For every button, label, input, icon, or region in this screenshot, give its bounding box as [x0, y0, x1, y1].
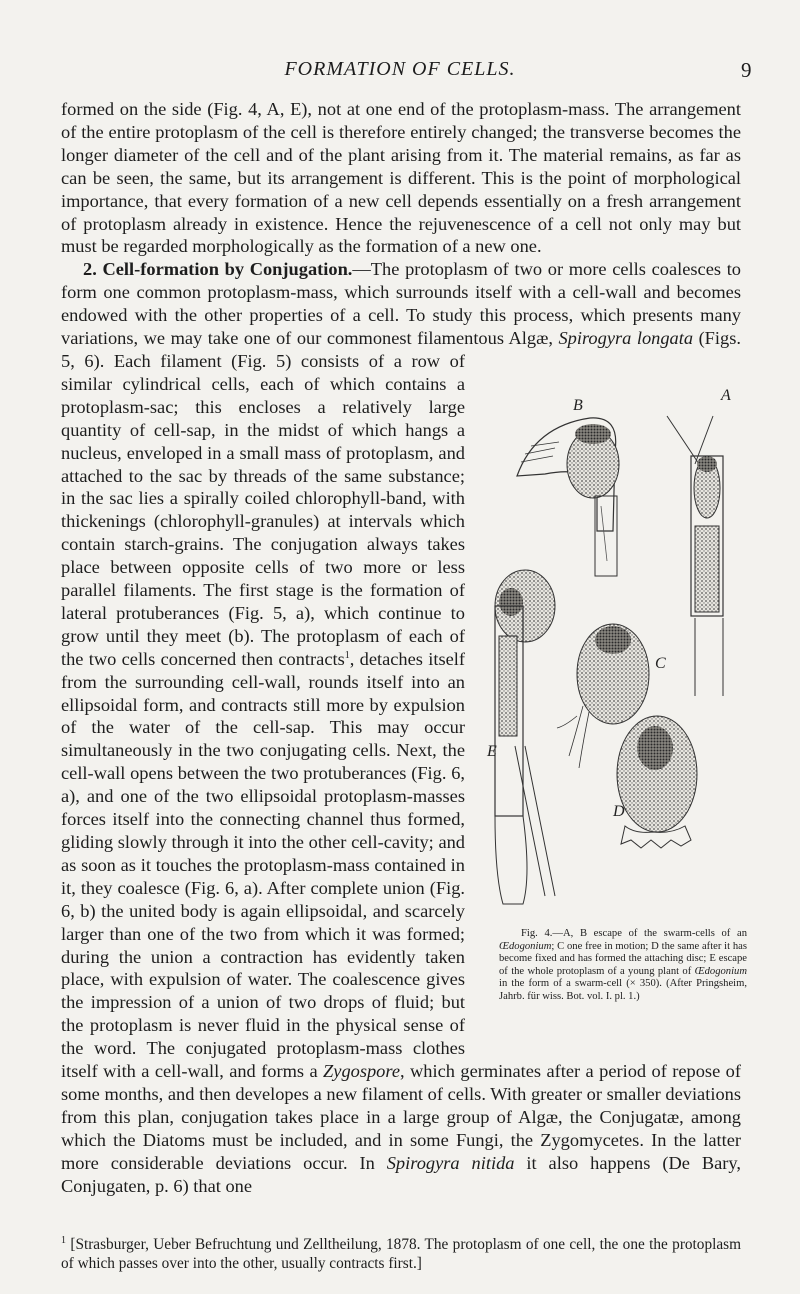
intro-paragraph: formed on the side (Fig. 4, A, E), not at one end of the protoplasm-mass. The arrangement of the entire protoplasm of the cell is therefore entirely changed; the transverse becomes the longer diameter of the cell and of the plant arising from it. The material remains, as far as can be seen, the same, but its arrangement is different. This is the point of morphological importance, that every formation of a new cell depends essentially on a fresh arrangement of protoplasm already in existence. Hence the rejuvenescence of a cell not only may but must be regarded morphologically as the formation of a new one.	[61, 99, 741, 257]
footnote	[61, 1235, 741, 1273]
running-title: FORMATION OF CELLS.	[284, 58, 516, 80]
section-text-3: , detaches itself from the surrounding cell-wall, rounds itself into an ellipsoidal form, and contracts still more by expulsion of the water of the cell-sap. This may occur simultaneously in the two conjugating cells. Next, the cell-wall opens between the two protuberances (Fig. 6, a), and one of the two ellipsoidal protoplasm-masses forces itself into the connecting channel thus formed, gliding slowly through it into the other cell-cavity; and as soon as it touches the protoplasm-mass contained in it, they coalesce (Fig. 6, a). After complete union (Fig. 6, b) the united body is again ellipsoidal, and scarcely larger than one of the two from which it was formed; during the union a contraction has evidently taken place, with expulsion of water. The coalescence gives the impression of a union of two drops of fluid; but the protoplasm is never fluid in the physical sense of the word. The conjugated protoplasm-mass clothes itself with a cell-wall, and forms a	[61, 648, 466, 1082]
caption-genus-2: Œdogonium	[694, 965, 747, 977]
figure-part-a	[667, 416, 723, 696]
page-header	[0, 58, 800, 88]
label-c: C	[655, 654, 666, 672]
species-spirogyra-nitida: Spirogyra nitida	[386, 1152, 515, 1173]
figure-part-e	[495, 570, 555, 904]
conjugation-paragraph	[61, 258, 747, 1197]
section-text-1: —The protoplasm of two or more cells coalesces to form one common protoplasm-mass, which surrounds itself with a cell-wall and becomes endowed with the other properties of a cell. To study this process, which presents many variations, we may take one of our commonest filamentous Algæ,	[61, 259, 741, 349]
section-heading: Cell-formation by Conjugation.	[102, 259, 353, 280]
section-text-2: (Figs. 5, 6). Each filament (Fig. 5) consists of a row of similar cylindrical cells, each of which contains a protoplasm-sac; this encloses a relatively large quantity of cell-sap, in the midst of which hangs a nucleus, enveloped in a small mass of protoplasm, and attached to the sac by threads of the same substance; in the sac lies a spirally coiled chlorophyll-band, with thickenings (chlorophyll-granules) at intervals which contain starch-grains. The conjugation always takes place between opposite cells of two more or less parallel filaments. The first stage is the formation of lateral protuberances (Fig. 5, a), which continue to grow until they meet (b). The protoplasm of each of the two cells concerned then contracts	[61, 328, 741, 669]
section-number: 2.	[83, 259, 97, 280]
caption-tail: in the form of a swarm-cell (× 350). (After Pringsheim, Jahrb. für wiss. Bot. vol. I. pl. 1.)	[499, 978, 747, 1002]
caption-mid: ; C one free in motion; D the same after it has become fixed and has formed the attaching disc; E escape of the whole protoplasm of a young plant of	[499, 940, 747, 977]
section-text-5: it also happens (De Bary, Conjugaten, p. 6) that one	[61, 1152, 741, 1196]
footnote-mark: 1	[61, 1234, 66, 1246]
figure-part-d	[617, 716, 697, 848]
label-e: E	[487, 742, 497, 760]
footnote-reference[interactable]: 1	[344, 649, 350, 661]
label-b: B	[573, 396, 583, 414]
label-a: A	[721, 386, 731, 404]
body-text	[61, 98, 747, 1198]
species-spirogyra-longata: Spirogyra longata	[558, 328, 694, 349]
caption-genus-1: Œdogonium	[499, 940, 552, 952]
footnote-text: [Strasburger, Ueber Befruchtung und Zelltheilung, 1878. The protoplasm of one cell, the one the protoplasm of which passes over into the other, usually contracts first.]	[61, 1236, 741, 1272]
page-number: 9	[741, 58, 752, 82]
section-text-4: , which germinates after a period of repose of some months, and then developes a new filament of cells. With greater or smaller deviations from this plan, conjugation takes place in a large group of Algæ, the Conjugatæ, among which the Diatoms must be included, and in some Fungi, the Zygomycetes. In the latter more considerable deviations occur. In	[61, 1061, 741, 1173]
label-d: D	[613, 802, 625, 820]
term-zygospore: Zygospore	[323, 1061, 401, 1082]
figure-caption	[499, 928, 747, 1004]
caption-lead: Fig. 4.—A, B escape of the swarm-cells of an	[521, 927, 747, 939]
oedogonium-illustration	[485, 356, 741, 916]
figure-4	[485, 356, 747, 1048]
figure-part-b	[517, 418, 619, 576]
